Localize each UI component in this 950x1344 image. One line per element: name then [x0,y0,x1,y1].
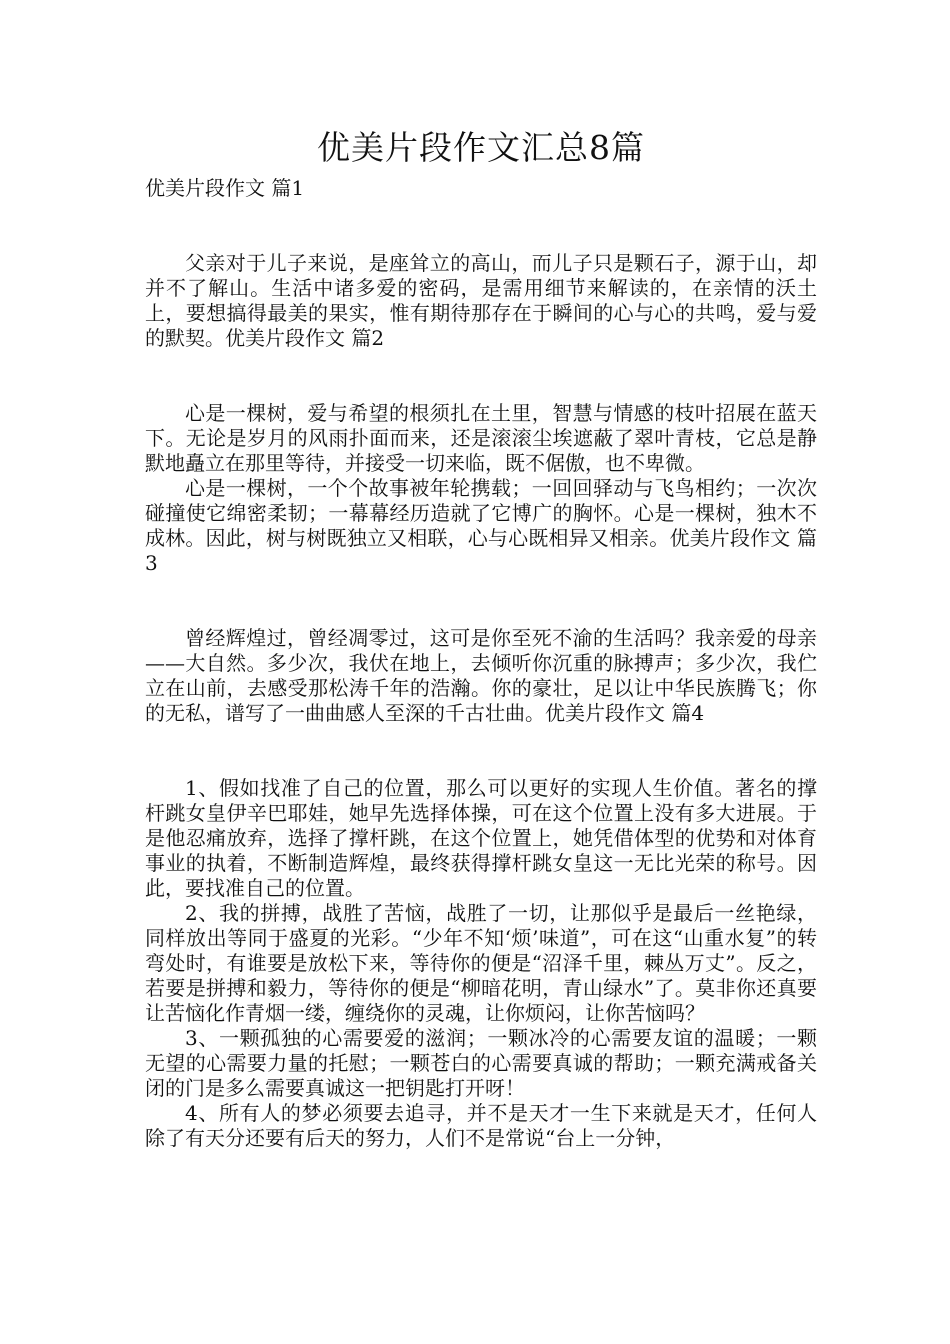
spacer [145,201,817,251]
paragraph-6: 2、我的拼搏，战胜了苦恼，战胜了一切，让那似乎是最后一丝艳绿，同样放出等同于盛夏的光彩。“少年不知‘烦’味道”，可在这“山重水复”的转弯处时，有谁要是放松下来，等待你的便是“沼泽千里，棘丛万丈”。反之，若要是拼搏和毅力，等待你的便是“柳暗花明，青山绿水”了。莫非你还真要让苦恼化作青烟一缕，缠绕你的灵魂，让你烦闷，让你苦恼吗？ [145,901,817,1025]
section-heading-1: 优美片段作文 篇1 [145,176,305,200]
paragraph-1: 父亲对于儿子来说，是座耸立的高山，而儿子只是颗石子，源于山，却并不了解山。生活中诸多爱的密码，是需用细节来解读的，在亲情的沃土上，要想搞得最美的果实，惟有期待那存在于瞬间的心与心的共鸣，爱与爱的默契。优美片段作文 篇2 [145,251,817,350]
paragraph-8: 4、所有人的梦必须要去追寻，并不是天才一生下来就是天才，任何人除了有天分还要有后天的努力，人们不是常说“台上一分钟， [145,1101,817,1150]
paragraph-4: 曾经辉煌过，曾经凋零过，这可是你至死不渝的生活吗？我亲爱的母亲——大自然。多少次，我伏在地上，去倾听你沉重的脉搏声；多少次，我伫立在山前，去感受那松涛千年的浩瀚。你的豪壮，足以让中华民族腾飞；你的无私，谱写了一曲曲感人至深的千古壮曲。优美片段作文 篇4 [145,626,817,725]
document-page [145,126,817,1151]
paragraph-5: 1、假如找准了自己的位置，那么可以更好的实现人生价值。著名的撑杆跳女皇伊辛巴耶娃，她早先选择体操，可在这个位置上没有多大进展。于是他忍痛放弃，选择了撑杆跳，在这个位置上，她凭借体型的优势和对体育事业的执着，不断制造辉煌，最终获得撑杆跳女皇这一无比光荣的称号。因此，要找准自己的位置。 [145,776,817,900]
paragraph-2: 心是一棵树，爱与希望的根须扎在土里，智慧与情感的枝叶招展在蓝天下。无论是岁月的风雨扑面而来，还是滚滚尘埃遮蔽了翠叶青枝，它总是静默地矗立在那里等待，并接受一切来临，既不倨傲，也不卑微。 [145,401,817,475]
paragraph-3: 心是一棵树，一个个故事被年轮携载；一回回驿动与飞鸟相约；一次次碰撞使它绵密柔韧；一幕幕经历造就了它博广的胸怀。心是一棵树，独木不成林。因此，树与树既独立又相联，心与心既相异又相亲。优美片段作文 篇3 [145,476,817,575]
spacer [145,351,817,401]
document-title: 优美片段作文汇总8篇 [317,128,645,167]
spacer [145,576,817,626]
paragraph-7: 3、一颗孤独的心需要爱的滋润；一颗冰冷的心需要友谊的温暖；一颗无望的心需要力量的托慰；一颗苍白的心需要真诚的帮助；一颗充满戒备关闭的门是多么需要真诚这一把钥匙打开呀！ [145,1026,817,1100]
spacer [145,726,817,776]
